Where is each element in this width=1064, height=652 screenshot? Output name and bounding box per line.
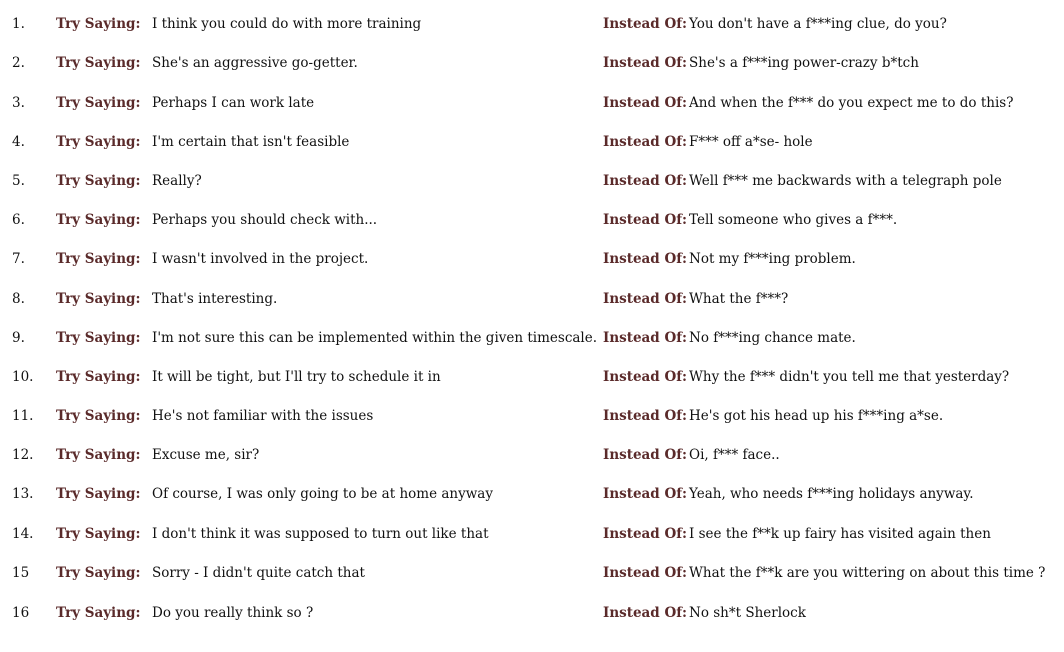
- instead-of-text: Not my f***ing problem.: [689, 251, 856, 267]
- instead-of-label: Instead Of:: [603, 330, 687, 346]
- try-saying-label: Try Saying:: [56, 16, 141, 32]
- phrase-row: [0, 52, 1064, 74]
- phrase-row: [0, 209, 1064, 231]
- try-saying-label: Try Saying:: [56, 330, 141, 346]
- instead-of-label: Instead Of:: [603, 565, 687, 581]
- row-number: 4.: [12, 134, 25, 150]
- row-number: 1.: [12, 16, 25, 32]
- row-number: 16: [12, 605, 30, 621]
- try-saying-label: Try Saying:: [56, 55, 141, 71]
- phrase-row: [0, 288, 1064, 310]
- instead-of-text: F*** off a*se- hole: [689, 134, 813, 150]
- try-saying-text: He's not familiar with the issues: [152, 408, 374, 424]
- instead-of-text: Oi, f*** face..: [689, 447, 780, 463]
- phrase-row: [0, 366, 1064, 388]
- instead-of-text: No f***ing chance mate.: [689, 330, 856, 346]
- instead-of-text: Why the f*** didn't you tell me that yesterday?: [689, 369, 1010, 385]
- instead-of-label: Instead Of:: [603, 95, 687, 111]
- instead-of-label: Instead Of:: [603, 408, 687, 424]
- row-number: 13.: [12, 486, 34, 502]
- try-saying-label: Try Saying:: [56, 212, 141, 228]
- try-saying-label: Try Saying:: [56, 486, 141, 502]
- try-saying-text: Sorry - I didn't quite catch that: [152, 565, 365, 581]
- try-saying-text: I don't think it was supposed to turn out like that: [152, 526, 489, 542]
- try-saying-label: Try Saying:: [56, 605, 141, 621]
- instead-of-label: Instead Of:: [603, 369, 687, 385]
- instead-of-text: What the f**k are you wittering on about this time ?: [689, 565, 1046, 581]
- instead-of-text: I see the f**k up fairy has visited again then: [689, 526, 991, 542]
- try-saying-text: Perhaps you should check with...: [152, 212, 378, 228]
- row-number: 6.: [12, 212, 25, 228]
- try-saying-label: Try Saying:: [56, 565, 141, 581]
- instead-of-text: What the f***?: [689, 291, 789, 307]
- instead-of-text: Yeah, who needs f***ing holidays anyway.: [689, 486, 974, 502]
- row-number: 14.: [12, 526, 34, 542]
- try-saying-text: Do you really think so ?: [152, 605, 314, 621]
- instead-of-label: Instead Of:: [603, 486, 687, 502]
- try-saying-label: Try Saying:: [56, 291, 141, 307]
- try-saying-label: Try Saying:: [56, 251, 141, 267]
- row-number: 11.: [12, 408, 34, 424]
- try-saying-label: Try Saying:: [56, 134, 141, 150]
- instead-of-label: Instead Of:: [603, 447, 687, 463]
- row-number: 2.: [12, 55, 25, 71]
- try-saying-text: I wasn't involved in the project.: [152, 251, 369, 267]
- instead-of-label: Instead Of:: [603, 173, 687, 189]
- row-number: 3.: [12, 95, 25, 111]
- row-number: 7.: [12, 251, 25, 267]
- instead-of-text: Well f*** me backwards with a telegraph pole: [689, 173, 1002, 189]
- try-saying-text: That's interesting.: [152, 291, 278, 307]
- try-saying-label: Try Saying:: [56, 369, 141, 385]
- phrase-row: [0, 602, 1064, 624]
- phrase-row: [0, 13, 1064, 35]
- instead-of-text: And when the f*** do you expect me to do this?: [689, 95, 1014, 111]
- phrase-row: [0, 523, 1064, 545]
- instead-of-label: Instead Of:: [603, 55, 687, 71]
- phrase-row: [0, 483, 1064, 505]
- try-saying-text: I think you could do with more training: [152, 16, 422, 32]
- instead-of-label: Instead Of:: [603, 16, 687, 32]
- instead-of-text: He's got his head up his f***ing a*se.: [689, 408, 944, 424]
- phrase-row: [0, 248, 1064, 270]
- phrase-row: [0, 444, 1064, 466]
- instead-of-label: Instead Of:: [603, 212, 687, 228]
- try-saying-text: I'm not sure this can be implemented within the given timescale.: [152, 330, 598, 346]
- try-saying-label: Try Saying:: [56, 526, 141, 542]
- instead-of-label: Instead Of:: [603, 291, 687, 307]
- try-saying-text: It will be tight, but I'll try to schedule it in: [152, 369, 441, 385]
- try-saying-text: Of course, I was only going to be at home anyway: [152, 486, 493, 502]
- try-saying-label: Try Saying:: [56, 447, 141, 463]
- try-saying-text: Perhaps I can work late: [152, 95, 315, 111]
- instead-of-label: Instead Of:: [603, 134, 687, 150]
- row-number: 12.: [12, 447, 34, 463]
- try-saying-label: Try Saying:: [56, 95, 141, 111]
- row-number: 5.: [12, 173, 25, 189]
- row-number: 15: [12, 565, 30, 581]
- phrase-row: [0, 562, 1064, 584]
- instead-of-text: Tell someone who gives a f***.: [689, 212, 898, 228]
- instead-of-label: Instead Of:: [603, 605, 687, 621]
- try-saying-text: Excuse me, sir?: [152, 447, 260, 463]
- row-number: 9.: [12, 330, 25, 346]
- instead-of-label: Instead Of:: [603, 251, 687, 267]
- try-saying-text: Really?: [152, 173, 202, 189]
- phrase-row: [0, 170, 1064, 192]
- instead-of-label: Instead Of:: [603, 526, 687, 542]
- instead-of-text: You don't have a f***ing clue, do you?: [689, 16, 947, 32]
- try-saying-label: Try Saying:: [56, 408, 141, 424]
- row-number: 10.: [12, 369, 34, 385]
- instead-of-text: She's a f***ing power-crazy b*tch: [689, 55, 919, 71]
- phrase-row: [0, 131, 1064, 153]
- try-saying-label: Try Saying:: [56, 173, 141, 189]
- row-number: 8.: [12, 291, 25, 307]
- try-saying-text: She's an aggressive go-getter.: [152, 55, 358, 71]
- phrase-row: [0, 327, 1064, 349]
- try-saying-text: I'm certain that isn't feasible: [152, 134, 350, 150]
- phrase-row: [0, 405, 1064, 427]
- phrase-row: [0, 92, 1064, 114]
- instead-of-text: No sh*t Sherlock: [689, 605, 806, 621]
